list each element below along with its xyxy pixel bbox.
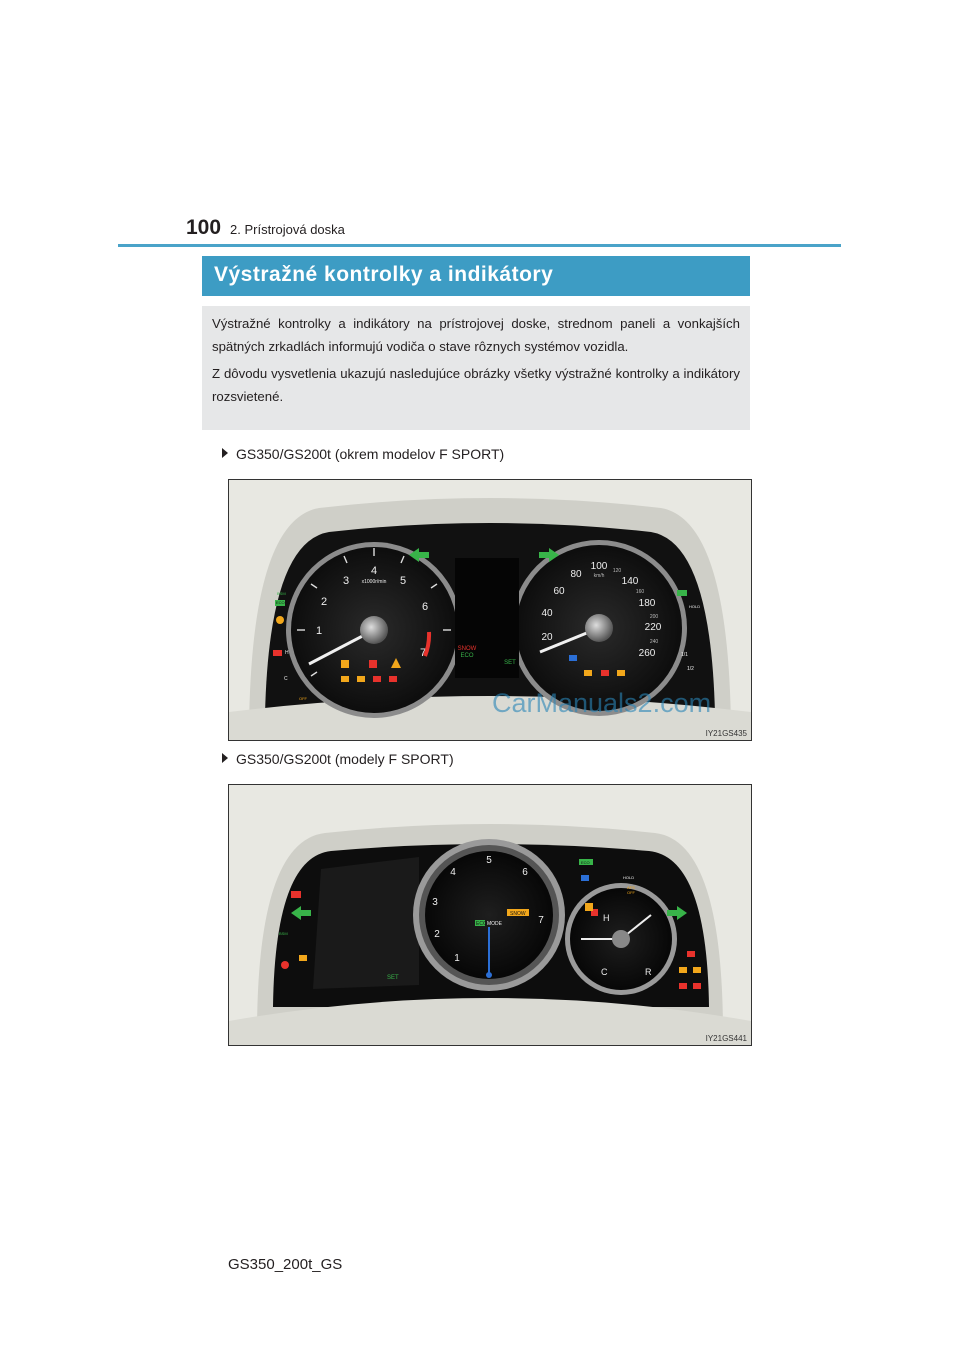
center-set-label-2: SET [387,975,399,981]
f-gauge-h: H [603,913,610,923]
speed-label-260: 260 [638,648,656,659]
f-tach-label-6: 6 [522,867,528,878]
f-tach-label-2: 2 [434,929,440,940]
bullet-triangle-icon [222,448,228,458]
f-gauge-r: R [645,967,652,977]
indicator-gear-1: 1/1 [681,652,688,658]
f-center-eco: ECO [476,921,487,927]
speed-label-80: 80 [570,569,582,580]
f-tach-label-3: 3 [432,897,438,908]
speed-label-220: 220 [644,622,662,633]
speed-minor-240: 240 [649,639,659,645]
f-indicator-afs: AFS [627,885,635,890]
tach-label-5: 5 [399,575,407,587]
figure-1-code: IY21GS435 [705,729,747,738]
intro-paragraph-2: Z dôvodu vysvetlenia ukazujú nasledujúce obrázky všetky výstražné kontrolky a indikátory rozsvietené. [212,366,740,404]
speed-unit: km/h [593,573,605,579]
chapter-title: 2. Prístrojová doska [230,222,345,237]
intro-box [202,306,750,430]
tach-label-6: 6 [421,601,429,613]
speed-label-100: 100 [590,561,608,572]
watermark: CarManuals2.com [492,688,712,718]
speed-label-40: 40 [541,608,553,619]
bullet-triangle-icon [222,753,228,763]
f-indicator-off: OFF [627,890,635,895]
tach-label-4: 4 [370,565,378,577]
indicator-c: C [284,676,288,682]
indicator-off: OFF [299,696,307,701]
figure-2-code: IY21GS441 [705,1034,747,1043]
f-tach-label-7: 7 [538,915,544,926]
speed-minor-120: 120 [612,568,622,574]
intro-paragraph-1: Výstražné kontrolky a indikátory na prístrojovej doske, strednom paneli a vonkajších spätných zrkadlách informujú vodiča o stave rôznych systémov vozidla. [212,316,740,354]
f-tach-label-5: 5 [486,855,492,866]
f-indicator-hold: HOLD [623,875,635,880]
tach-label-7: 7 [419,647,427,659]
figure-2-caption: GS350/GS200t (modely F SPORT) [222,751,454,767]
tach-label-3: 3 [342,575,350,587]
f-tach-label-4: 4 [450,867,456,878]
indicator-eco: ECO [276,600,285,605]
f-center-mode: MODE [487,921,502,927]
speed-minor-200: 200 [649,614,659,620]
f-indicator-eco: ECO [581,860,590,865]
speed-label-20: 20 [541,632,553,643]
figure-2-instrument-cluster [228,784,752,1046]
indicator-gear-2: 1/2 [687,666,694,672]
header-rule [118,244,841,247]
speed-minor-160: 160 [635,589,645,595]
figure-1-caption: GS350/GS200t (okrem modelov F SPORT) [222,446,504,462]
f-indicator-bsm: BSM [279,931,288,936]
footer-model: GS350_200t_GS [228,1256,343,1273]
indicator-hold: HOLD [689,604,701,609]
center-snow-label: SNOW [457,646,477,652]
f-tach-label-1: 1 [454,953,460,964]
center-eco-label: ECO [460,653,474,659]
tach-label-1: 1 [315,625,323,637]
page-number: 100 [186,216,222,239]
indicator-h: H [285,650,289,656]
section-title: Výstražné kontrolky a indikátory [202,256,750,296]
f-gauge-c: C [601,967,608,977]
speed-label-60: 60 [553,586,565,597]
center-set-label: SET [504,660,516,666]
indicator-bsm: BSM [277,591,286,596]
cluster-2-illustration [229,785,751,1045]
f-center-snow: SNOW [510,911,526,917]
tach-unit: x1000r/min [361,579,387,585]
speed-label-140: 140 [621,576,639,587]
speed-label-180: 180 [638,598,656,609]
tach-label-2: 2 [320,596,328,608]
